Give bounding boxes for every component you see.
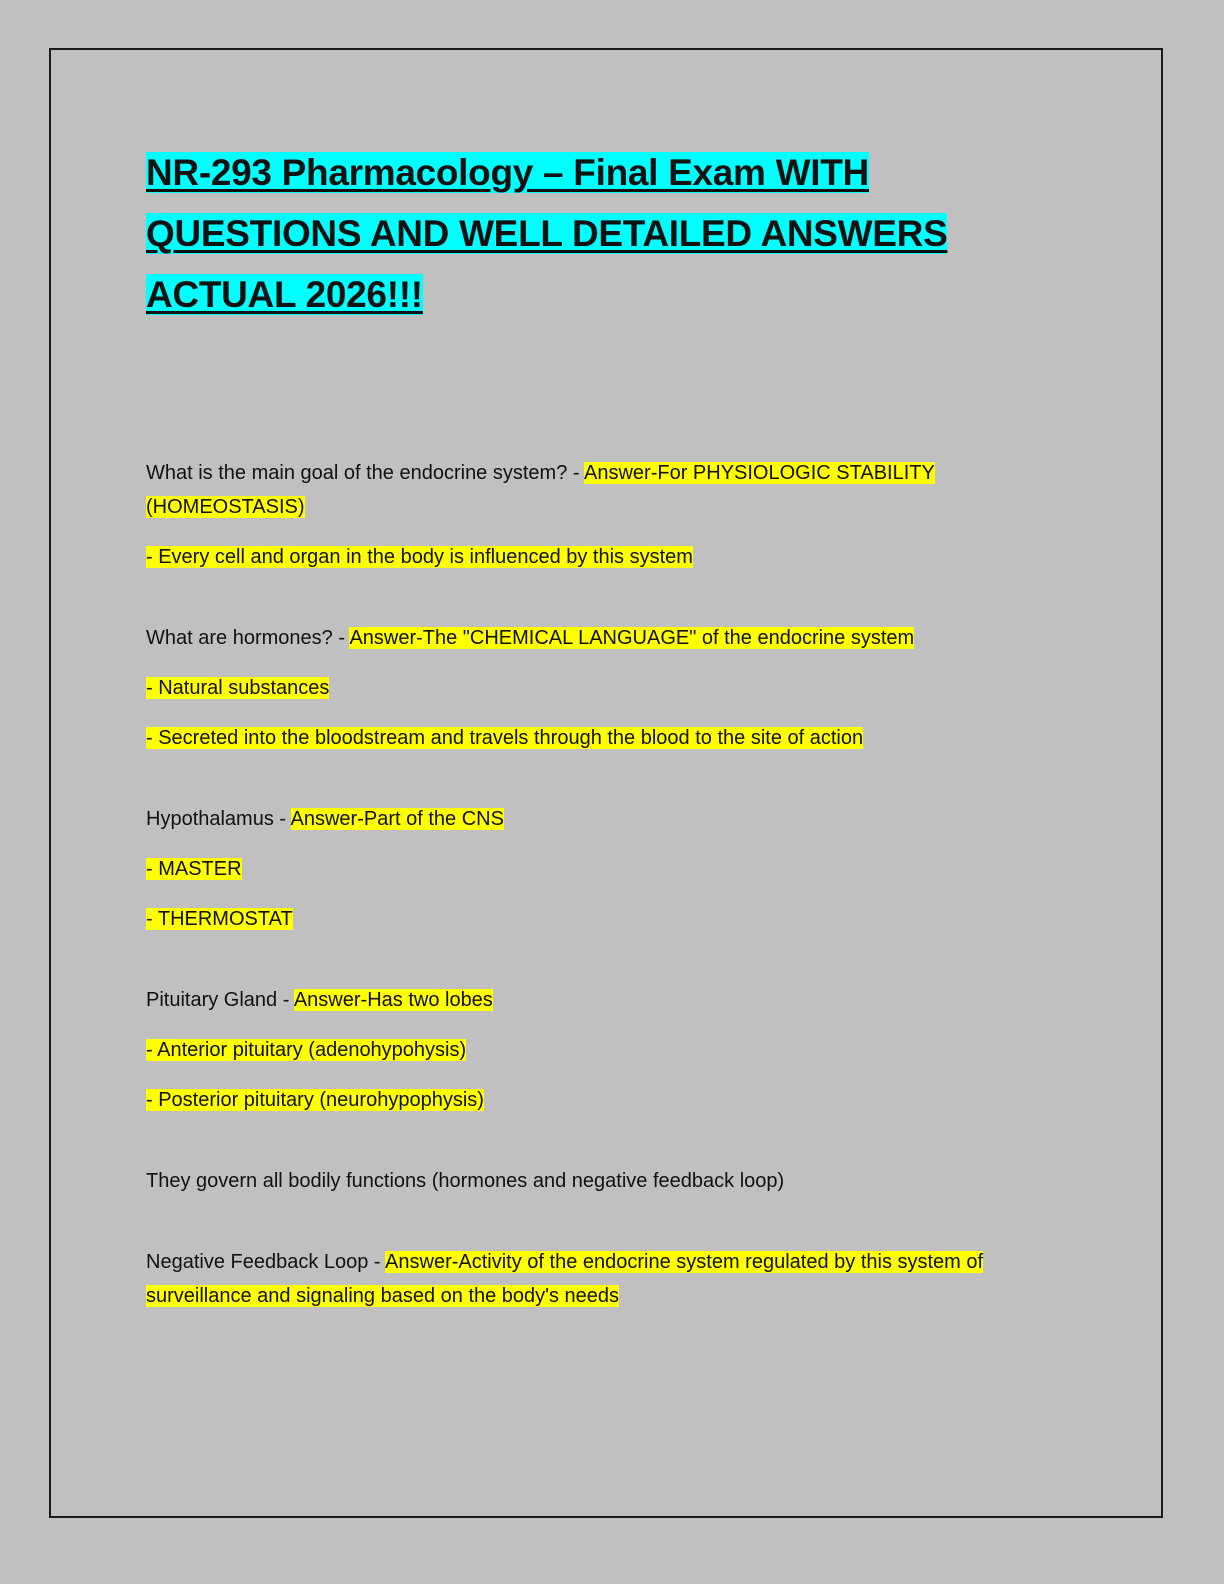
title-line-2: QUESTIONS AND WELL DETAILED ANSWERS (146, 213, 948, 254)
qa-list (146, 456, 1086, 1313)
document-title (146, 142, 1086, 325)
question-text: What is the main goal of the endocrine system? - (146, 462, 584, 484)
answer-text: Answer-Part of the CNS (290, 808, 504, 830)
title-line-3: ACTUAL 2026!!! (146, 274, 423, 315)
qa-item-hormones (146, 621, 1086, 755)
qa-item-endocrine-goal (146, 456, 1086, 574)
document-page (49, 48, 1163, 1518)
bullet-text: - Secreted into the bloodstream and travels through the blood to the site of action (146, 727, 864, 749)
answer-bullet (146, 1033, 1086, 1067)
qa-line (146, 621, 1086, 655)
note-text: They govern all bodily functions (hormones and negative feedback loop) (146, 1170, 785, 1192)
answer-bullet (146, 1083, 1086, 1117)
question-text: What are hormones? - (146, 627, 350, 649)
bullet-text: - MASTER (146, 858, 242, 880)
qa-item-hypothalamus (146, 802, 1086, 936)
qa-line (146, 802, 1086, 836)
answer-text: Answer-The "CHEMICAL LANGUAGE" of the endocrine system (349, 627, 915, 649)
answer-bullet (146, 671, 1086, 705)
qa-item-pituitary (146, 983, 1086, 1117)
question-text: Hypothalamus - (146, 808, 291, 830)
qa-line (146, 983, 1086, 1017)
bullet-text: - Anterior pituitary (adenohypohysis) (146, 1039, 467, 1061)
answer-bullet (146, 540, 1086, 574)
bullet-text: - Every cell and organ in the body is influenced by this system (146, 546, 693, 568)
document-content (146, 142, 1086, 1360)
qa-line (146, 1245, 1086, 1313)
qa-line (146, 456, 1086, 524)
answer-text: Answer-Activity of the endocrine system regulated by this system of surveillance and signaling based on the body's needs (146, 1251, 984, 1307)
question-text: Negative Feedback Loop - (146, 1251, 386, 1273)
qa-item-negative-feedback (146, 1245, 1086, 1313)
answer-text: Answer-For PHYSIOLOGIC STABILITY (HOMEOSTASIS) (146, 462, 935, 518)
answer-text: Answer-Has two lobes (293, 989, 493, 1011)
answer-bullet (146, 902, 1086, 936)
bullet-text: - THERMOSTAT (146, 908, 293, 930)
bullet-text: - Natural substances (146, 677, 330, 699)
answer-bullet (146, 852, 1086, 886)
bullet-text: - Posterior pituitary (neurohypophysis) (146, 1089, 484, 1111)
title-line-1: NR-293 Pharmacology – Final Exam WITH (146, 152, 869, 193)
answer-bullet (146, 721, 1086, 755)
question-text: Pituitary Gland - (146, 989, 294, 1011)
